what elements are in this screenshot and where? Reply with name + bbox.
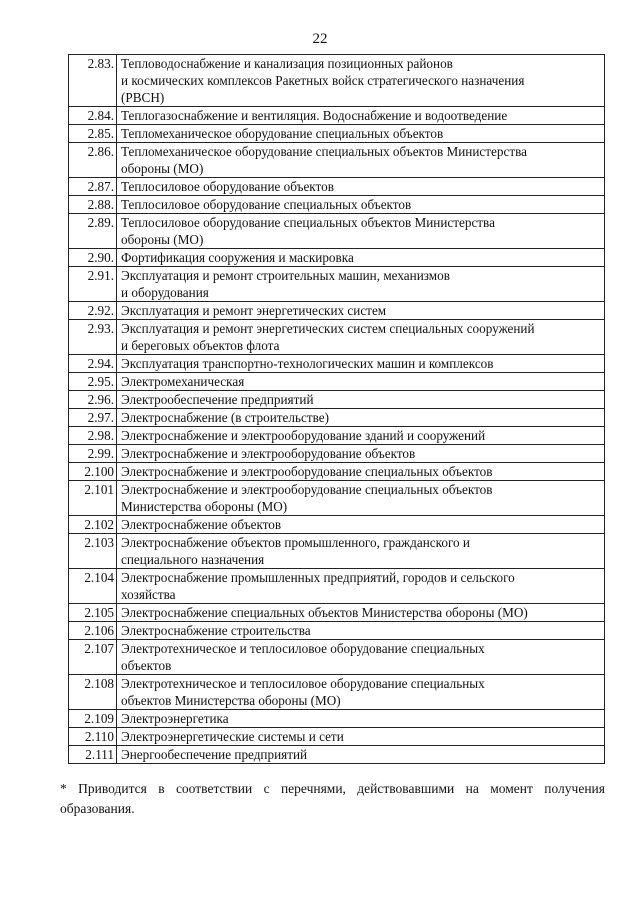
row-number: 2.87. xyxy=(69,178,117,196)
table-row xyxy=(69,355,605,373)
row-number: 2.101 xyxy=(69,481,117,516)
table-row xyxy=(69,143,605,178)
table-row xyxy=(69,196,605,214)
row-name: Тепломеханическое оборудование специальных объектов xyxy=(117,125,605,143)
table-row xyxy=(69,427,605,445)
row-name: Энергообеспечение предприятий xyxy=(117,746,605,764)
table-row xyxy=(69,622,605,640)
row-number: 2.111 xyxy=(69,746,117,764)
page-number: 22 xyxy=(312,31,328,47)
row-name: Эксплуатация транспортно-технологических машин и комплексов xyxy=(117,355,605,373)
row-number: 2.106 xyxy=(69,622,117,640)
table-row xyxy=(69,675,605,710)
row-name: Теплосиловое оборудование объектов xyxy=(117,178,605,196)
row-number: 2.110 xyxy=(69,728,117,746)
row-name: Электроснабжение объектов xyxy=(117,516,605,534)
table-row xyxy=(69,409,605,427)
row-name: Электроснабжение промышленных предприятий, городов и сельского хозяйства xyxy=(117,569,605,604)
row-number: 2.92. xyxy=(69,302,117,320)
row-name: Тепломеханическое оборудование специальных объектов Министерства обороны (МО) xyxy=(117,143,605,178)
table-row xyxy=(69,746,605,764)
row-number: 2.95. xyxy=(69,373,117,391)
table-row xyxy=(69,569,605,604)
row-name: Электротехническое и теплосиловое оборудование специальных объектов xyxy=(117,640,605,675)
row-number: 2.99. xyxy=(69,445,117,463)
table-row xyxy=(69,481,605,516)
row-number: 2.108 xyxy=(69,675,117,710)
table-row xyxy=(69,516,605,534)
row-number: 2.90. xyxy=(69,249,117,267)
row-name: Электроэнергетика xyxy=(117,710,605,728)
row-number: 2.100 xyxy=(69,463,117,481)
row-number: 2.98. xyxy=(69,427,117,445)
row-name: Электромеханическая xyxy=(117,373,605,391)
row-name: Электроснабжение и электрооборудование объектов xyxy=(117,445,605,463)
row-number: 2.102 xyxy=(69,516,117,534)
row-number: 2.89. xyxy=(69,214,117,249)
table-row xyxy=(69,214,605,249)
row-number: 2.86. xyxy=(69,143,117,178)
table-row xyxy=(69,445,605,463)
table-row xyxy=(69,178,605,196)
row-name: Электротехническое и теплосиловое оборудование специальных объектов Министерства обороны (МО) xyxy=(117,675,605,710)
table-body xyxy=(69,55,605,764)
specialties-table xyxy=(68,54,605,764)
table-row xyxy=(69,373,605,391)
row-name: Эксплуатация и ремонт энергетических систем xyxy=(117,302,605,320)
row-number: 2.84. xyxy=(69,107,117,125)
table-row xyxy=(69,710,605,728)
row-name: Электроэнергетические системы и сети xyxy=(117,728,605,746)
row-name: Электроснабжение и электрооборудование специальных объектов xyxy=(117,463,605,481)
row-name: Эксплуатация и ремонт строительных машин, механизмов и оборудования xyxy=(117,267,605,302)
row-number: 2.104 xyxy=(69,569,117,604)
row-number: 2.88. xyxy=(69,196,117,214)
row-name: Электроснабжение специальных объектов Министерства обороны (МО) xyxy=(117,604,605,622)
row-name: Фортификация сооружения и маскировка xyxy=(117,249,605,267)
table-row xyxy=(69,728,605,746)
row-name: Тепловодоснабжение и канализация позиционных районов и космических комплексов Ракетных войск стратегического назначения (РВСН) xyxy=(117,55,605,107)
row-name: Электроснабжение и электрооборудование зданий и сооружений xyxy=(117,427,605,445)
row-number: 2.97. xyxy=(69,409,117,427)
row-name: Электроснабжение и электрооборудование специальных объектов Министерства обороны (МО) xyxy=(117,481,605,516)
row-name: Электроснабжение (в строительстве) xyxy=(117,409,605,427)
row-number: 2.94. xyxy=(69,355,117,373)
row-number: 2.105 xyxy=(69,604,117,622)
table-row xyxy=(69,534,605,569)
row-name: Электроснабжение строительства xyxy=(117,622,605,640)
table-row xyxy=(69,604,605,622)
table-row xyxy=(69,107,605,125)
table-row xyxy=(69,249,605,267)
row-number: 2.109 xyxy=(69,710,117,728)
table-row xyxy=(69,463,605,481)
row-name: Теплосиловое оборудование специальных объектов Министерства обороны (МО) xyxy=(117,214,605,249)
table-row xyxy=(69,640,605,675)
row-number: 2.107 xyxy=(69,640,117,675)
row-number: 2.93. xyxy=(69,320,117,355)
table-row xyxy=(69,55,605,107)
table-row xyxy=(69,320,605,355)
row-name: Эксплуатация и ремонт энергетических систем специальных сооружений и береговых объектов флота xyxy=(117,320,605,355)
row-number: 2.91. xyxy=(69,267,117,302)
table-row xyxy=(69,391,605,409)
row-number: 2.83. xyxy=(69,55,117,107)
row-number: 2.103 xyxy=(69,534,117,569)
row-name: Электроснабжение объектов промышленного, гражданского и специального назначения xyxy=(117,534,605,569)
row-number: 2.85. xyxy=(69,125,117,143)
row-name: Теплосиловое оборудование специальных объектов xyxy=(117,196,605,214)
row-name: Электрообеспечение предприятий xyxy=(117,391,605,409)
row-number: 2.96. xyxy=(69,391,117,409)
table-row xyxy=(69,302,605,320)
footnote: * Приводится в соответствии с перечнями, действовавшими на момент получения образования. xyxy=(60,781,605,816)
table-row xyxy=(69,267,605,302)
table-row xyxy=(69,125,605,143)
row-name: Теплогазоснабжение и вентиляция. Водоснабжение и водоотведение xyxy=(117,107,605,125)
